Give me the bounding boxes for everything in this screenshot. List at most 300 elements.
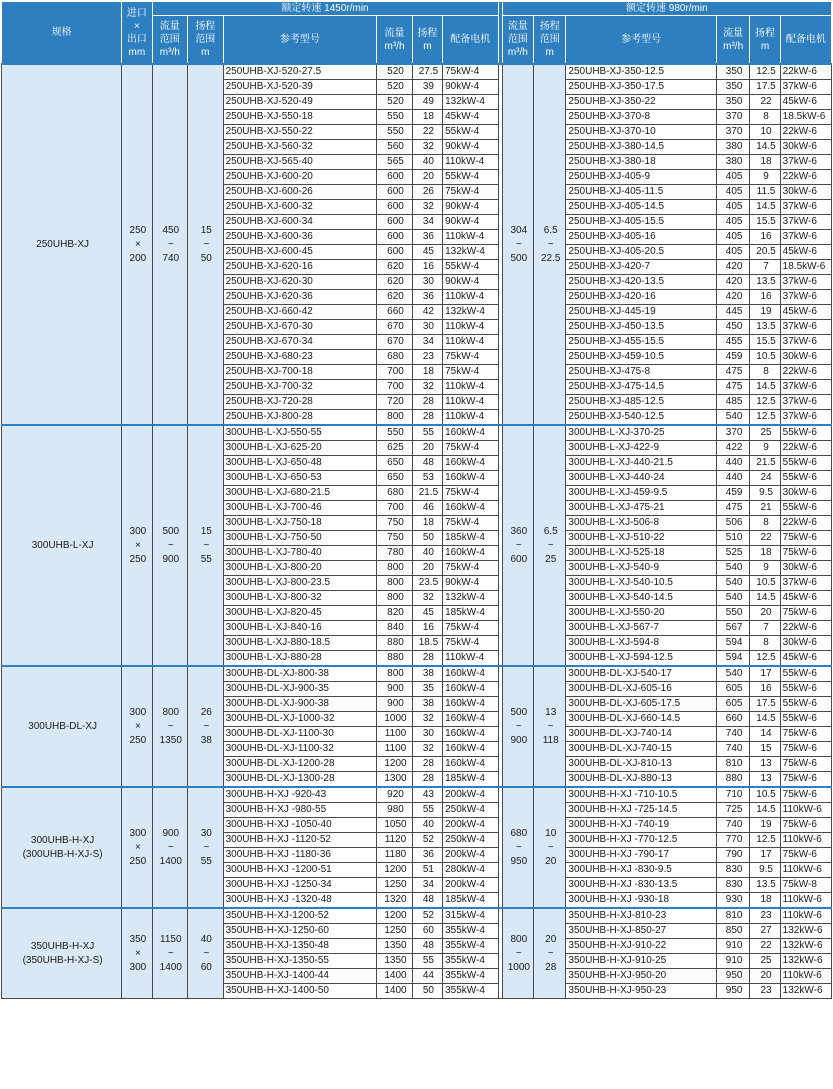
motor-cell-1450: 55kW-4	[443, 170, 498, 185]
motor-cell-980: 45kW-6	[780, 95, 831, 110]
model-cell-980: 250UHB-XJ-380-14.5	[566, 140, 717, 155]
head-header-980: 扬程 m	[750, 16, 780, 65]
motor-cell-980: 37kW-6	[780, 155, 831, 170]
model-cell-980: 300UHB-DL-XJ-740-14	[566, 727, 717, 742]
series-name-cell: 350UHB-H-XJ (350UHB-H-XJ-S)	[2, 908, 122, 999]
head-cell-980: 14.5	[750, 380, 780, 395]
flow-cell-980: 740	[716, 818, 749, 833]
motor-cell-1450: 110kW-4	[443, 320, 498, 335]
model-cell-1450: 250UHB-XJ-670-34	[223, 335, 377, 350]
head-cell-980: 19	[750, 818, 780, 833]
motor-cell-1450: 160kW-4	[443, 425, 498, 441]
motor-cell-1450: 160kW-4	[443, 546, 498, 561]
flow-cell-1450: 700	[377, 501, 413, 516]
model-cell-980: 350UHB-H-XJ-910-25	[566, 954, 717, 969]
motor-cell-980: 132kW-6	[780, 984, 831, 999]
head-cell-1450: 16	[412, 621, 442, 636]
model-cell-980: 300UHB-L-XJ-550-20	[566, 606, 717, 621]
motor-cell-980: 55kW-6	[780, 697, 831, 712]
head-cell-980: 12.5	[750, 833, 780, 848]
head-cell-1450: 23.5	[412, 576, 442, 591]
head-range-1450-cell: 30 ~ 55	[188, 787, 224, 908]
head-cell-980: 13	[750, 757, 780, 772]
model-header-1450: 参考型号	[223, 16, 377, 65]
flow-cell-980: 790	[716, 848, 749, 863]
motor-cell-1450: 132kW-4	[443, 305, 498, 320]
flow-cell-980: 420	[716, 290, 749, 305]
head-cell-980: 12.5	[750, 410, 780, 426]
motor-cell-1450: 90kW-4	[443, 275, 498, 290]
head-cell-1450: 43	[412, 787, 442, 803]
flow-cell-1450: 565	[377, 155, 413, 170]
motor-cell-980: 55kW-6	[780, 456, 831, 471]
model-cell-1450: 250UHB-XJ-560-32	[223, 140, 377, 155]
model-cell-980: 250UHB-XJ-475-8	[566, 365, 717, 380]
motor-cell-1450: 280kW-4	[443, 863, 498, 878]
motor-cell-1450: 250kW-4	[443, 803, 498, 818]
flow-range-header-1450: 流量 范围 m³/h	[152, 16, 188, 65]
head-cell-1450: 40	[412, 818, 442, 833]
head-cell-980: 25	[750, 425, 780, 441]
motor-cell-1450: 110kW-4	[443, 230, 498, 245]
head-cell-1450: 27.5	[412, 64, 442, 80]
motor-cell-980: 22kW-6	[780, 516, 831, 531]
model-cell-1450: 300UHB-H-XJ -1050-40	[223, 818, 377, 833]
motor-cell-980: 110kW-6	[780, 863, 831, 878]
motor-cell-1450: 90kW-4	[443, 140, 498, 155]
model-cell-1450: 250UHB-XJ-660-42	[223, 305, 377, 320]
head-cell-980: 22	[750, 939, 780, 954]
motor-cell-1450: 75kW-4	[443, 636, 498, 651]
flow-cell-980: 370	[716, 425, 749, 441]
flow-cell-1450: 1250	[377, 924, 413, 939]
flow-cell-1450: 1250	[377, 878, 413, 893]
head-cell-980: 24	[750, 471, 780, 486]
flow-cell-980: 910	[716, 939, 749, 954]
head-cell-1450: 30	[412, 727, 442, 742]
motor-cell-980: 75kW-6	[780, 757, 831, 772]
motor-cell-1450: 160kW-4	[443, 712, 498, 727]
flow-cell-1450: 880	[377, 636, 413, 651]
flow-cell-1450: 550	[377, 425, 413, 441]
head-range-1450-cell: 40 ~ 60	[188, 908, 224, 999]
head-cell-980: 22	[750, 531, 780, 546]
flow-cell-1450: 880	[377, 651, 413, 667]
flow-cell-980: 380	[716, 140, 749, 155]
flow-cell-1450: 800	[377, 576, 413, 591]
motor-cell-980: 55kW-6	[780, 712, 831, 727]
model-cell-1450: 300UHB-H-XJ -920-43	[223, 787, 377, 803]
model-cell-980: 250UHB-XJ-370-8	[566, 110, 717, 125]
model-cell-1450: 300UHB-L-XJ-800-20	[223, 561, 377, 576]
motor-cell-980: 18.5kW-6	[780, 110, 831, 125]
head-cell-980: 8	[750, 110, 780, 125]
head-cell-1450: 48	[412, 939, 442, 954]
head-cell-1450: 30	[412, 320, 442, 335]
motor-cell-1450: 75kW-4	[443, 64, 498, 80]
table-row	[2, 64, 832, 80]
model-cell-1450: 300UHB-L-XJ-650-53	[223, 471, 377, 486]
motor-cell-1450: 90kW-4	[443, 80, 498, 95]
model-cell-1450: 300UHB-L-XJ-680-21.5	[223, 486, 377, 501]
motor-cell-980: 22kW-6	[780, 621, 831, 636]
flow-cell-980: 910	[716, 954, 749, 969]
head-cell-1450: 40	[412, 546, 442, 561]
head-range-header-1450: 扬程 范围 m	[188, 16, 224, 65]
model-cell-980: 300UHB-L-XJ-440-21.5	[566, 456, 717, 471]
motor-cell-1450: 200kW-4	[443, 878, 498, 893]
head-cell-1450: 42	[412, 305, 442, 320]
motor-cell-980: 22kW-6	[780, 441, 831, 456]
motor-cell-1450: 355kW-4	[443, 939, 498, 954]
model-cell-980: 300UHB-DL-XJ-880-13	[566, 772, 717, 788]
motor-cell-980: 55kW-6	[780, 425, 831, 441]
model-cell-1450: 250UHB-XJ-620-36	[223, 290, 377, 305]
head-cell-1450: 16	[412, 260, 442, 275]
motor-cell-980: 37kW-6	[780, 215, 831, 230]
flow-cell-1450: 600	[377, 230, 413, 245]
motor-cell-1450: 75kW-4	[443, 561, 498, 576]
head-cell-980: 14	[750, 727, 780, 742]
head-cell-1450: 34	[412, 878, 442, 893]
flow-cell-980: 594	[716, 651, 749, 667]
head-cell-1450: 38	[412, 666, 442, 682]
flow-cell-980: 350	[716, 80, 749, 95]
head-cell-980: 7	[750, 260, 780, 275]
model-cell-980: 300UHB-DL-XJ-660-14.5	[566, 712, 717, 727]
model-cell-1450: 350UHB-H-XJ-1350-48	[223, 939, 377, 954]
motor-cell-980: 55kW-6	[780, 682, 831, 697]
flow-cell-980: 350	[716, 64, 749, 80]
motor-cell-1450: 160kW-4	[443, 742, 498, 757]
model-cell-1450: 300UHB-DL-XJ-1000-32	[223, 712, 377, 727]
flow-cell-1450: 750	[377, 531, 413, 546]
inlet-outlet-header: 进口 × 出口 mm	[122, 2, 152, 65]
model-cell-980: 250UHB-XJ-420-13.5	[566, 275, 717, 290]
flow-cell-1450: 1350	[377, 939, 413, 954]
head-cell-1450: 48	[412, 456, 442, 471]
flow-cell-980: 540	[716, 561, 749, 576]
motor-cell-980: 37kW-6	[780, 335, 831, 350]
model-cell-980: 250UHB-XJ-350-17.5	[566, 80, 717, 95]
model-cell-1450: 300UHB-L-XJ-750-50	[223, 531, 377, 546]
flow-cell-1450: 680	[377, 350, 413, 365]
motor-cell-980: 30kW-6	[780, 636, 831, 651]
model-cell-980: 350UHB-H-XJ-810-23	[566, 908, 717, 924]
head-cell-1450: 50	[412, 984, 442, 999]
flow-cell-1450: 900	[377, 682, 413, 697]
flow-cell-1450: 520	[377, 95, 413, 110]
motor-cell-980: 22kW-6	[780, 64, 831, 80]
flow-cell-980: 567	[716, 621, 749, 636]
motor-cell-1450: 75kW-4	[443, 516, 498, 531]
flow-range-980-cell: 680 ~ 950	[502, 787, 533, 908]
inlet-outlet-cell: 350 × 300	[122, 908, 152, 999]
model-cell-1450: 250UHB-XJ-600-34	[223, 215, 377, 230]
head-cell-980: 7	[750, 621, 780, 636]
model-cell-1450: 250UHB-XJ-565-40	[223, 155, 377, 170]
motor-cell-1450: 160kW-4	[443, 727, 498, 742]
flow-cell-980: 950	[716, 969, 749, 984]
model-cell-980: 300UHB-L-XJ-594-12.5	[566, 651, 717, 667]
motor-cell-1450: 160kW-4	[443, 682, 498, 697]
flow-cell-1450: 1200	[377, 863, 413, 878]
model-cell-1450: 250UHB-XJ-700-18	[223, 365, 377, 380]
motor-cell-980: 110kW-6	[780, 908, 831, 924]
motor-cell-1450: 160kW-4	[443, 666, 498, 682]
flow-cell-1450: 1320	[377, 893, 413, 909]
model-cell-980: 300UHB-H-XJ -740-19	[566, 818, 717, 833]
model-cell-1450: 300UHB-L-XJ-780-40	[223, 546, 377, 561]
motor-cell-1450: 110kW-4	[443, 290, 498, 305]
model-cell-1450: 300UHB-DL-XJ-1200-28	[223, 757, 377, 772]
model-cell-1450: 250UHB-XJ-600-26	[223, 185, 377, 200]
model-cell-980: 300UHB-L-XJ-567-7	[566, 621, 717, 636]
head-cell-1450: 35	[412, 682, 442, 697]
model-cell-980: 300UHB-L-XJ-594-8	[566, 636, 717, 651]
model-cell-980: 250UHB-XJ-475-14.5	[566, 380, 717, 395]
head-cell-980: 16	[750, 290, 780, 305]
flow-cell-1450: 700	[377, 365, 413, 380]
motor-cell-980: 132kW-6	[780, 924, 831, 939]
model-cell-980: 300UHB-DL-XJ-810-13	[566, 757, 717, 772]
flow-cell-980: 440	[716, 456, 749, 471]
model-cell-1450: 300UHB-H-XJ -1120-52	[223, 833, 377, 848]
model-cell-1450: 300UHB-DL-XJ-900-38	[223, 697, 377, 712]
model-cell-980: 250UHB-XJ-420-16	[566, 290, 717, 305]
model-cell-1450: 350UHB-H-XJ-1400-50	[223, 984, 377, 999]
model-cell-980: 250UHB-XJ-350-22	[566, 95, 717, 110]
motor-cell-1450: 75kW-4	[443, 486, 498, 501]
model-cell-980: 300UHB-DL-XJ-605-17.5	[566, 697, 717, 712]
head-cell-980: 12.5	[750, 64, 780, 80]
head-cell-980: 13	[750, 772, 780, 788]
flow-cell-1450: 920	[377, 787, 413, 803]
model-cell-1450: 300UHB-L-XJ-840-16	[223, 621, 377, 636]
motor-cell-1450: 110kW-4	[443, 410, 498, 426]
flow-cell-980: 450	[716, 320, 749, 335]
model-cell-980: 350UHB-H-XJ-850-27	[566, 924, 717, 939]
head-cell-980: 9	[750, 441, 780, 456]
head-cell-1450: 60	[412, 924, 442, 939]
series-name-cell: 250UHB-XJ	[2, 64, 122, 425]
motor-cell-980: 37kW-6	[780, 380, 831, 395]
model-cell-980: 300UHB-H-XJ -830-9.5	[566, 863, 717, 878]
head-cell-1450: 28	[412, 395, 442, 410]
flow-cell-1450: 900	[377, 697, 413, 712]
flow-cell-980: 405	[716, 170, 749, 185]
model-cell-980: 300UHB-L-XJ-440-24	[566, 471, 717, 486]
flow-cell-1450: 600	[377, 200, 413, 215]
head-cell-1450: 32	[412, 742, 442, 757]
flow-cell-980: 510	[716, 531, 749, 546]
model-cell-1450: 250UHB-XJ-520-49	[223, 95, 377, 110]
flow-cell-980: 880	[716, 772, 749, 788]
model-cell-980: 250UHB-XJ-405-14.5	[566, 200, 717, 215]
flow-range-1450-cell: 900 ~ 1400	[152, 787, 188, 908]
head-cell-980: 18	[750, 155, 780, 170]
motor-cell-980: 30kW-6	[780, 350, 831, 365]
motor-cell-1450: 250kW-4	[443, 833, 498, 848]
flow-cell-980: 770	[716, 833, 749, 848]
model-cell-1450: 250UHB-XJ-620-30	[223, 275, 377, 290]
flow-cell-1450: 700	[377, 380, 413, 395]
head-cell-980: 10.5	[750, 350, 780, 365]
flow-cell-1450: 670	[377, 335, 413, 350]
model-cell-980: 300UHB-H-XJ -930-18	[566, 893, 717, 909]
head-cell-1450: 20	[412, 561, 442, 576]
flow-cell-1450: 650	[377, 456, 413, 471]
flow-cell-1450: 780	[377, 546, 413, 561]
flow-cell-1450: 800	[377, 591, 413, 606]
head-cell-980: 14.5	[750, 591, 780, 606]
model-cell-1450: 300UHB-DL-XJ-900-35	[223, 682, 377, 697]
series-name-cell: 300UHB-L-XJ	[2, 425, 122, 666]
model-cell-980: 250UHB-XJ-420-7	[566, 260, 717, 275]
head-cell-1450: 48	[412, 893, 442, 909]
model-cell-980: 250UHB-XJ-450-13.5	[566, 320, 717, 335]
flow-cell-980: 485	[716, 395, 749, 410]
motor-cell-980: 22kW-6	[780, 170, 831, 185]
flow-range-1450-cell: 450 ~ 740	[152, 64, 188, 425]
motor-cell-980: 132kW-6	[780, 939, 831, 954]
model-cell-980: 300UHB-L-XJ-510-22	[566, 531, 717, 546]
flow-cell-980: 540	[716, 666, 749, 682]
motor-cell-1450: 160kW-4	[443, 757, 498, 772]
motor-cell-980: 75kW-6	[780, 787, 831, 803]
model-cell-980: 300UHB-DL-XJ-540-17	[566, 666, 717, 682]
flow-cell-980: 422	[716, 441, 749, 456]
model-cell-1450: 250UHB-XJ-670-30	[223, 320, 377, 335]
head-cell-980: 12.5	[750, 395, 780, 410]
flow-cell-980: 540	[716, 576, 749, 591]
flow-cell-980: 475	[716, 380, 749, 395]
series-name-cell: 300UHB-H-XJ (300UHB-H-XJ-S)	[2, 787, 122, 908]
table-row	[2, 908, 832, 924]
flow-cell-1450: 625	[377, 441, 413, 456]
head-cell-1450: 28	[412, 410, 442, 426]
model-cell-1450: 300UHB-DL-XJ-800-38	[223, 666, 377, 682]
flow-cell-980: 740	[716, 742, 749, 757]
head-cell-1450: 18.5	[412, 636, 442, 651]
motor-cell-980: 110kW-6	[780, 803, 831, 818]
model-cell-980: 300UHB-H-XJ -830-13.5	[566, 878, 717, 893]
head-cell-980: 14.5	[750, 803, 780, 818]
flow-cell-980: 506	[716, 516, 749, 531]
model-cell-1450: 250UHB-XJ-800-28	[223, 410, 377, 426]
flow-cell-1450: 1050	[377, 818, 413, 833]
head-range-980-cell: 6.5 ~ 22.5	[534, 64, 566, 425]
motor-cell-1450: 160kW-4	[443, 456, 498, 471]
model-cell-1450: 300UHB-L-XJ-880-18.5	[223, 636, 377, 651]
head-cell-1450: 40	[412, 155, 442, 170]
flow-cell-980: 810	[716, 757, 749, 772]
flow-cell-980: 459	[716, 350, 749, 365]
motor-cell-1450: 200kW-4	[443, 848, 498, 863]
head-cell-980: 9	[750, 170, 780, 185]
flow-cell-1450: 800	[377, 410, 413, 426]
model-cell-1450: 300UHB-DL-XJ-1300-28	[223, 772, 377, 788]
table-row	[2, 787, 832, 803]
model-cell-1450: 350UHB-H-XJ-1200-52	[223, 908, 377, 924]
motor-cell-980: 75kW-6	[780, 531, 831, 546]
model-cell-980: 300UHB-DL-XJ-605-16	[566, 682, 717, 697]
head-cell-1450: 39	[412, 80, 442, 95]
model-cell-980: 250UHB-XJ-485-12.5	[566, 395, 717, 410]
head-cell-1450: 32	[412, 712, 442, 727]
motor-cell-1450: 110kW-4	[443, 380, 498, 395]
head-cell-1450: 51	[412, 863, 442, 878]
head-cell-1450: 36	[412, 848, 442, 863]
flow-cell-980: 350	[716, 95, 749, 110]
motor-cell-1450: 75kW-4	[443, 621, 498, 636]
head-cell-980: 13.5	[750, 275, 780, 290]
flow-cell-980: 445	[716, 305, 749, 320]
head-cell-980: 10.5	[750, 787, 780, 803]
model-cell-1450: 300UHB-L-XJ-820-45	[223, 606, 377, 621]
head-cell-1450: 36	[412, 290, 442, 305]
model-cell-980: 350UHB-H-XJ-950-23	[566, 984, 717, 999]
head-cell-980: 21	[750, 501, 780, 516]
flow-cell-1450: 670	[377, 320, 413, 335]
head-cell-980: 20.5	[750, 245, 780, 260]
motor-cell-1450: 45kW-4	[443, 110, 498, 125]
model-cell-1450: 300UHB-DL-XJ-1100-32	[223, 742, 377, 757]
flow-cell-1450: 600	[377, 245, 413, 260]
model-cell-980: 250UHB-XJ-540-12.5	[566, 410, 717, 426]
model-cell-980: 300UHB-L-XJ-540-9	[566, 561, 717, 576]
model-cell-1450: 250UHB-XJ-620-16	[223, 260, 377, 275]
motor-header-1450: 配备电机	[443, 16, 498, 65]
flow-cell-1450: 620	[377, 260, 413, 275]
model-cell-980: 300UHB-H-XJ -770-12.5	[566, 833, 717, 848]
flow-cell-980: 475	[716, 365, 749, 380]
flow-cell-980: 525	[716, 546, 749, 561]
model-cell-980: 250UHB-XJ-455-15.5	[566, 335, 717, 350]
flow-cell-1450: 600	[377, 185, 413, 200]
flow-cell-1450: 680	[377, 486, 413, 501]
inlet-outlet-cell: 300 × 250	[122, 666, 152, 787]
flow-range-1450-cell: 500 ~ 900	[152, 425, 188, 666]
flow-cell-980: 605	[716, 682, 749, 697]
head-cell-1450: 21.5	[412, 486, 442, 501]
head-cell-1450: 46	[412, 501, 442, 516]
model-cell-1450: 300UHB-L-XJ-625-20	[223, 441, 377, 456]
head-cell-1450: 30	[412, 275, 442, 290]
model-cell-1450: 300UHB-H-XJ -1250-34	[223, 878, 377, 893]
motor-cell-980: 30kW-6	[780, 140, 831, 155]
head-cell-980: 9.5	[750, 863, 780, 878]
model-cell-980: 250UHB-XJ-405-15.5	[566, 215, 717, 230]
flow-cell-1450: 1180	[377, 848, 413, 863]
flow-cell-980: 540	[716, 591, 749, 606]
flow-cell-980: 740	[716, 727, 749, 742]
head-cell-1450: 28	[412, 651, 442, 667]
flow-cell-980: 459	[716, 486, 749, 501]
flow-cell-980: 850	[716, 924, 749, 939]
motor-cell-980: 30kW-6	[780, 185, 831, 200]
motor-cell-980: 75kW-6	[780, 546, 831, 561]
motor-cell-1450: 75kW-4	[443, 185, 498, 200]
table-header	[2, 2, 832, 65]
motor-cell-980: 45kW-6	[780, 305, 831, 320]
motor-cell-1450: 55kW-4	[443, 125, 498, 140]
motor-cell-1450: 90kW-4	[443, 215, 498, 230]
motor-cell-1450: 110kW-4	[443, 335, 498, 350]
head-cell-980: 18	[750, 546, 780, 561]
head-cell-980: 27	[750, 924, 780, 939]
head-cell-1450: 55	[412, 803, 442, 818]
